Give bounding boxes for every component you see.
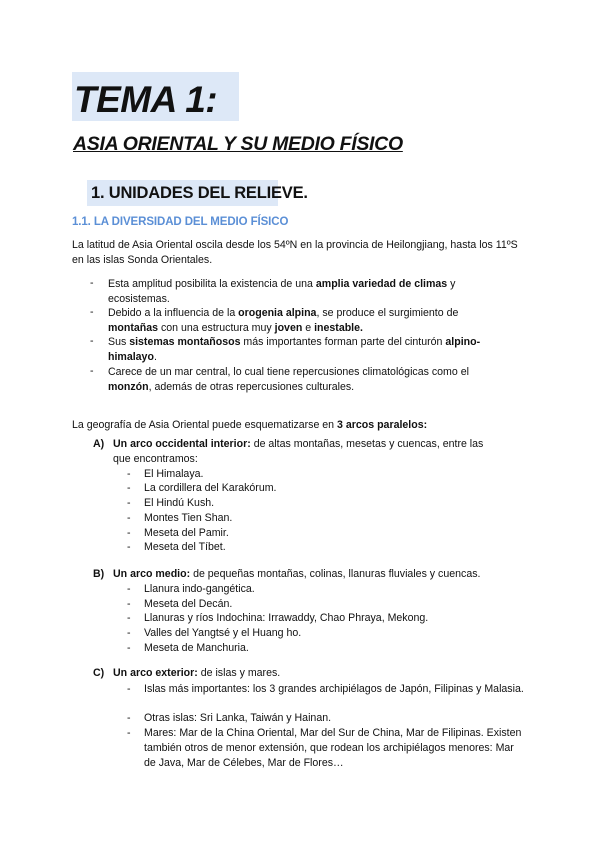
arc-label: B) bbox=[93, 568, 105, 580]
arc-label: C) bbox=[93, 667, 105, 679]
arc-label: A) bbox=[93, 438, 105, 450]
subsection-heading: 1.1. LA DIVERSIDAD DEL MEDIO FÍSICO bbox=[72, 216, 289, 228]
bullet-dash: - bbox=[90, 277, 94, 289]
bullet-dash: - bbox=[90, 306, 94, 318]
arcs-intro: La geografía de Asia Oriental puede esquematizarse en 3 arcos paralelos: bbox=[72, 419, 428, 431]
document-page: TEMA 1: ASIA ORIENTAL Y SU MEDIO FÍSICO 1. UNIDADES DEL RELIEVE. 1.1. LA DIVERSIDAD DEL MEDIO FÍSICO La latitud de Asia Oriental oscila desde los 54ºN en la provincia de Heilongjiang, hasta los 11ºS en las islas Sonda Orientales. - Esta amplitud posibilita la existencia de una amplia variedad de climas y ecosistemas. - Debido a la influencia de la orogenia alpina, se produce el surgimiento de montañas con una estructura muy joven e inestable. - Sus sistemas montañosos más importantes forman parte del cinturón alpino-himalayo. - Carece de un mar central, lo cual tiene repercusiones climatológicas como el monzón, además de otras repercusiones culturales. La geografía de Asia Oriental puede esquematizarse en 3 arcos paralelos: A) Un arco occidental interior: de altas montañas, mesetas y cuencas, entre las que encontramos: - El Himalaya. - La cordillera del Karakórum. - El Hindú Kush. - Montes Tien Shan. - Meseta del Pamir. - Meseta del Tíbet. B) Un arco medio: de pequeñas montañas, colinas, llanuras fluviales y cuencas. - Llanura indo-gangética. - Meseta del Decán. - Llanuras y ríos Indochina: Irrawaddy, Chao Phraya, Mekong. - Valles del Yangtsé y el Huang ho. - Meseta de Manchuria. C) Un arco exterior: de islas y mares. - Islas más importantes: los 3 grandes archipiélagos de Japón, Filipinas y Malasia. - Otras islas: Sri Lanka, Taiwán y Hainan. - Mares: Mar de la China Oriental, Mar del Sur de China, Mar de Filipinas. Existen también otros de menor extensión, que rodean los archipiélagos menores: Mar de Java, Mar de Célebes, Mar de Flores… bbox=[0, 0, 600, 848]
section-heading: 1. UNIDADES DEL RELIEVE. bbox=[91, 184, 308, 202]
intro-paragraph: La latitud de Asia Oriental oscila desde los 54ºN en la provincia de Heilongjiang, hasta los 11ºS en las islas Sonda Orientales. bbox=[72, 239, 518, 266]
bullet-dash: - bbox=[90, 335, 94, 347]
page-subtitle: ASIA ORIENTAL Y SU MEDIO FÍSICO bbox=[73, 133, 403, 155]
bullet-dash: - bbox=[90, 365, 94, 377]
page-title: TEMA 1: bbox=[74, 79, 218, 120]
